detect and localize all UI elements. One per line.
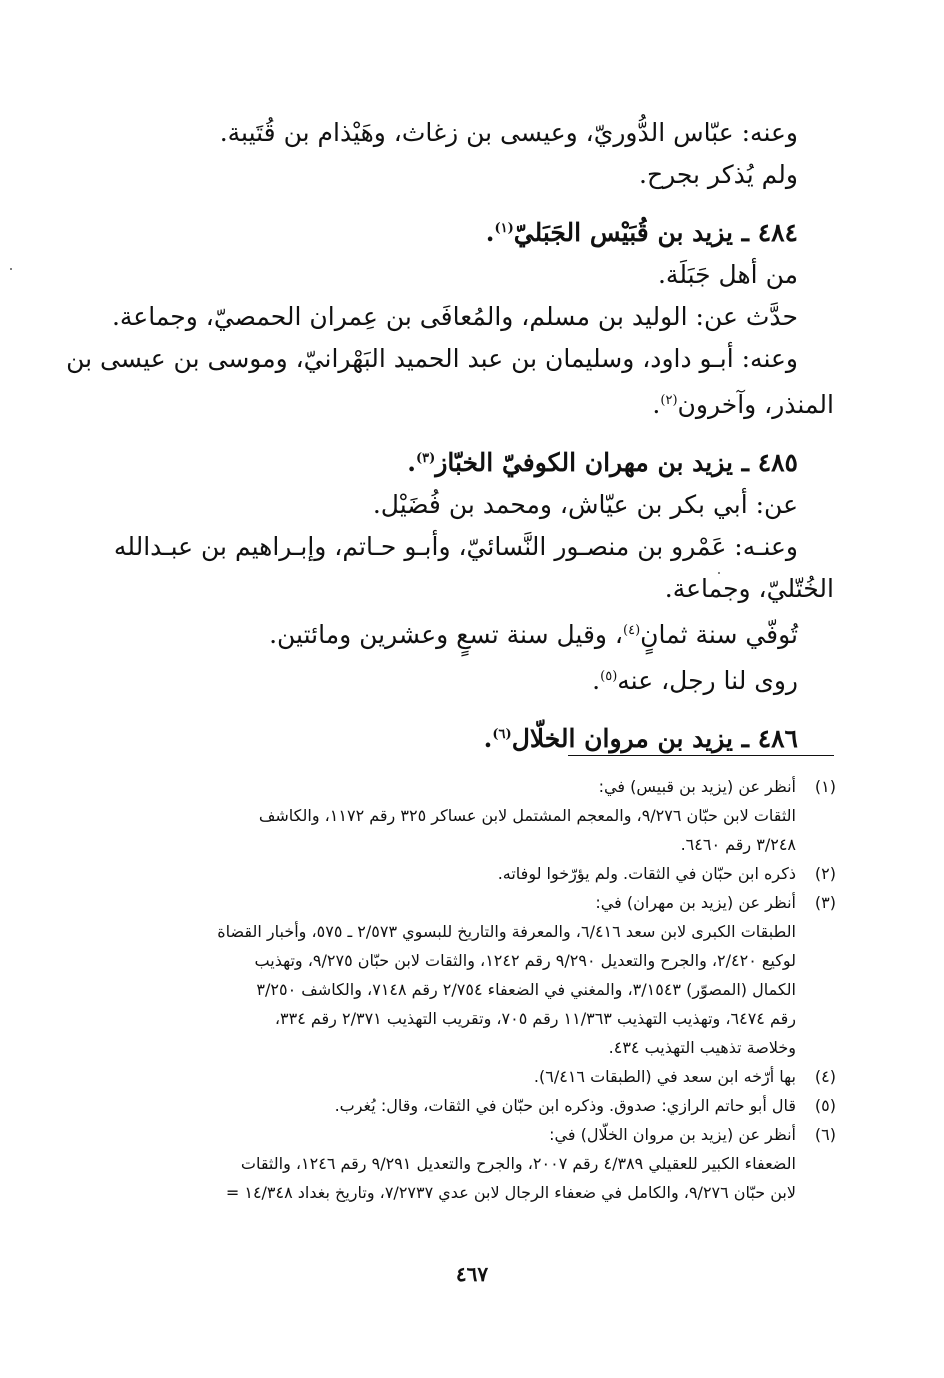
footnote-line: الثقات لابن حبّان ٩/٢٧٦، والمعجم المشتمل لابن عساكر ٣٢٥ رقم ١١٧٢، والكاشف bbox=[258, 806, 796, 825]
text-line bbox=[118, 380, 834, 426]
footnote-separator bbox=[568, 755, 834, 756]
footnotes bbox=[118, 772, 836, 1207]
text-line bbox=[118, 656, 834, 702]
text-span: تُوفّي سنة ثمانٍ bbox=[640, 620, 798, 649]
footnote-number: (١) bbox=[814, 777, 836, 796]
text-line: ولم يُذكر بجرح. bbox=[639, 160, 798, 189]
scan-speck bbox=[10, 268, 12, 270]
main-text bbox=[66, 112, 834, 760]
footnote-line: قال أبو حاتم الرازي: صدوق. وذكره ابن حبّان في الثقات، وقال: يُغرب. bbox=[334, 1096, 796, 1115]
footnote-number: (٤) bbox=[814, 1067, 836, 1086]
footnote-number: (٦) bbox=[814, 1125, 836, 1144]
period: . bbox=[483, 724, 493, 753]
footnote-5 bbox=[118, 1091, 836, 1120]
footnote-body bbox=[118, 1091, 796, 1120]
footnote-line: أنظر عن (يزيد بن قبيس) في: bbox=[598, 777, 796, 796]
note-mark: (٦) bbox=[492, 727, 512, 742]
footnote-line: الطبقات الكبرى لابن سعد ٦/٤١٦، والمعرفة والتاريخ للبسوي ٢/٥٧٣ ـ ٥٧٥، وأخبار القضاة bbox=[217, 922, 796, 941]
footnote-3 bbox=[118, 888, 836, 1062]
footnote-1 bbox=[118, 772, 836, 859]
footnote-line: أنظر عن (يزيد بن مهران) في: bbox=[595, 893, 796, 912]
footnote-2 bbox=[118, 859, 836, 888]
entry-heading-485 bbox=[118, 438, 834, 484]
period: . bbox=[592, 666, 601, 695]
text-line: وعنـه: عَمْرو بن منصـور النَّسائيّ، وأبـو حـاتم، وإبـراهيم بن عبـدالله bbox=[113, 532, 798, 561]
text-line: وعنه: عبّاس الدُّوريّ، وعيسى بن زغاث، وهَيْذام بن قُتَيبة. bbox=[219, 118, 798, 147]
period: . bbox=[652, 390, 661, 419]
text-line: من أهل جَبَلَة. bbox=[657, 260, 798, 289]
footnote-line: أنظر عن (يزيد بن مروان الخلّال) في: bbox=[549, 1125, 796, 1144]
scan-speck bbox=[718, 572, 720, 574]
text-span: روى لنا رجل، عنه bbox=[617, 666, 798, 695]
footnote-line: الضعفاء الكبير للعقيلي ٤/٣٨٩ رقم ٢٠٠٧، والجرح والتعديل ٩/٢٩١ رقم ١٢٤٦، والثقات bbox=[240, 1154, 796, 1173]
footnote-body bbox=[118, 1120, 796, 1207]
footnote-6 bbox=[118, 1120, 836, 1207]
footnote-line: الكمال (المصوّر) ٣/١٥٤٣، والمغني في الضعفاء ٢/٧٥٤ رقم ٧١٤٨، والكاشف ٣/٢٥٠ bbox=[256, 980, 796, 999]
text-span: المنذر، وآخرون bbox=[677, 390, 834, 419]
entry-title: ٤٨٤ ـ يزيد بن قُبَيْس الجَبَليّ bbox=[513, 218, 798, 247]
footnote-body bbox=[118, 772, 796, 859]
footnote-number: (٥) bbox=[814, 1096, 836, 1115]
note-mark: (٤) bbox=[623, 623, 641, 638]
entry-title: ٤٨٦ ـ يزيد بن مروان الخلّال bbox=[511, 724, 798, 753]
page-number: ٤٦٧ bbox=[455, 1262, 489, 1286]
footnote-line: ذكره ابن حبّان في الثقات. ولم يؤرّخوا لوفاته. bbox=[497, 864, 796, 883]
text-line: عن: أبي بكر بن عيّاش، ومحمد بن فُضَيْل. bbox=[372, 490, 798, 519]
footnote-number: (٣) bbox=[814, 893, 836, 912]
footnote-body bbox=[118, 1062, 796, 1091]
footnote-body bbox=[118, 859, 796, 888]
period: . bbox=[407, 448, 417, 477]
text-line bbox=[118, 610, 834, 656]
text-line: الخُتّليّ، وجماعة. bbox=[664, 574, 834, 603]
footnote-line: بها أرّخه ابن سعد في (الطبقات ٦/٤١٦). bbox=[533, 1067, 796, 1086]
footnote-number: (٢) bbox=[814, 864, 836, 883]
text-line: وعنه: أبـو داود، وسليمان بن عبد الحميد البَهْرانيّ، وموسى بن عيسى بن bbox=[66, 344, 798, 373]
entry-title: ٤٨٥ ـ يزيد بن مهران الكوفيّ الخبّاز bbox=[435, 448, 798, 477]
footnote-body bbox=[118, 888, 796, 1062]
text-line: حدَّث عن: الوليد بن مسلم، والمُعافَى بن عِمران الحمصيّ، وجماعة. bbox=[111, 302, 798, 331]
note-mark: (٣) bbox=[416, 451, 436, 466]
footnote-line: لوكيع ٢/٤٢٠، والجرح والتعديل ٩/٢٩٠ رقم ١٢٤٢، والثقات لابن حبّان ٩/٢٧٥، وتهذيب bbox=[254, 951, 796, 970]
footnote-line: رقم ٦٤٧٤، وتهذيب التهذيب ١١/٣٦٣ رقم ٧٠٥، وتقريب التهذيب ٢/٣٧١ رقم ٣٣٤، bbox=[274, 1009, 796, 1028]
footnote-line: وخلاصة تذهيب التهذيب ٤٣٤. bbox=[608, 1038, 796, 1057]
text-span: ، وقيل سنة تسعٍ وعشرين ومائتين. bbox=[269, 620, 624, 649]
note-mark: (١) bbox=[494, 221, 514, 236]
footnote-4 bbox=[118, 1062, 836, 1091]
entry-heading-484 bbox=[118, 208, 834, 254]
note-mark: (٥) bbox=[600, 669, 618, 684]
footnote-line: لابن حبّان ٩/٢٧٦، والكامل في ضعفاء الرجال لابن عدي ٧/٢٧٣٧، وتاريخ بغداد ١٤/٣٤٨ = bbox=[225, 1183, 796, 1202]
note-mark: (٢) bbox=[660, 393, 678, 408]
footnote-line: ٣/٢٤٨ رقم ٦٤٦٠. bbox=[680, 835, 796, 854]
entry-heading-486 bbox=[118, 714, 834, 760]
period: . bbox=[485, 218, 495, 247]
